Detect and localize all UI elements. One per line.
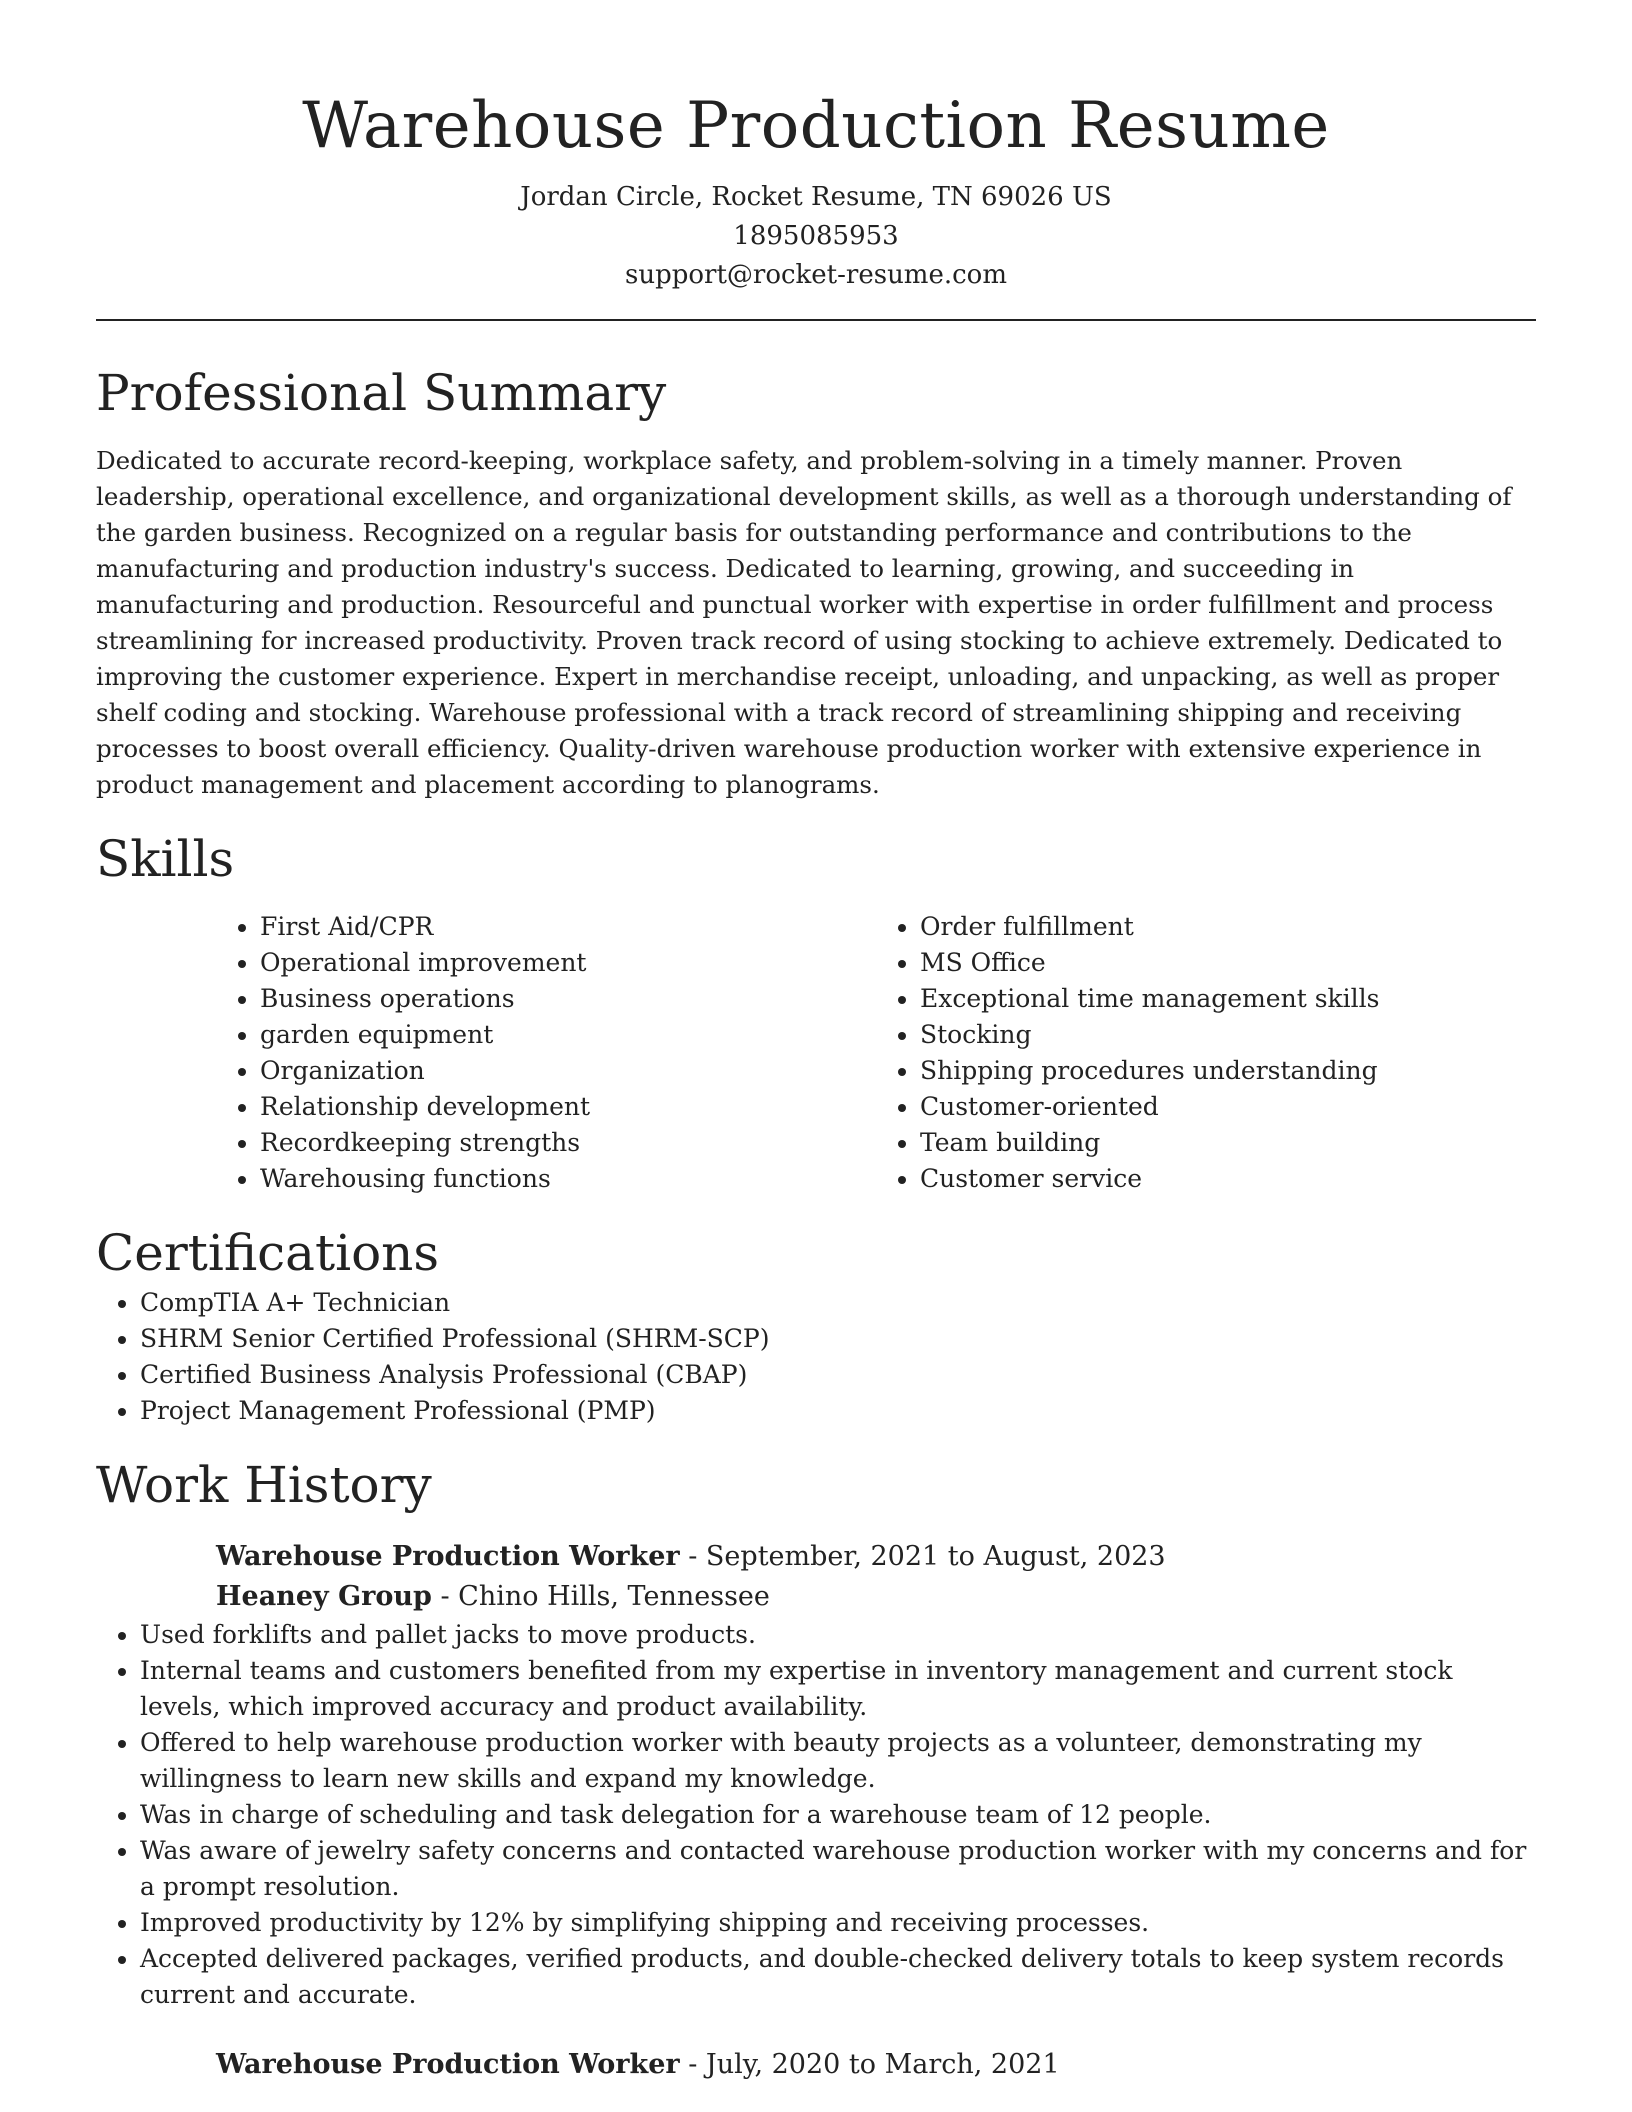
skill-item: • Recordkeeping strengths — [260, 1125, 876, 1161]
job-duties-list — [96, 1617, 1536, 2013]
job-duty-item: • Offered to help warehouse production worker with beauty projects as a volunteer, demonstrating my willingness to learn new skills and expand my knowledge. — [140, 1725, 1536, 1797]
job-duty-item: • Improved productivity by 12% by simplifying shipping and receiving processes. — [140, 1905, 1536, 1941]
job-duty-item: • Internal teams and customers benefited from my expertise in inventory management and current stock levels, which improved accuracy and product availability. — [140, 1653, 1536, 1725]
certifications-list — [96, 1285, 1536, 1429]
job-company: Heaney Group — [216, 1581, 432, 1612]
phone-number: 1895085953 — [733, 221, 899, 251]
email-address: support@rocket-resume.com — [624, 260, 1007, 290]
skill-item: • Operational improvement — [260, 945, 876, 981]
job-duty-item: • Was in charge of scheduling and task delegation for a warehouse team of 12 people. — [140, 1797, 1536, 1833]
address: Jordan Circle, Rocket Resume, TN 69026 US — [520, 182, 1112, 212]
certification-item: • SHRM Senior Certified Professional (SHRM-SCP) — [140, 1321, 1536, 1357]
job-entry — [216, 2045, 1536, 2085]
job-dates: - September, 2021 to August, 2023 — [679, 1541, 1166, 1572]
header-divider — [96, 319, 1536, 321]
skill-item: • Stocking — [920, 1017, 1536, 1053]
job-duty-item: • Accepted delivered packages, verified products, and double-checked delivery totals to keep system records current and accurate. — [140, 1941, 1536, 2013]
skills-section — [96, 827, 1536, 1197]
job-role: Warehouse Production Worker — [216, 1541, 680, 1572]
skill-item: • Team building — [920, 1125, 1536, 1161]
skill-item: • Warehousing functions — [260, 1161, 876, 1197]
skill-item: • Exceptional time management skills — [920, 981, 1536, 1017]
skill-item: • Customer service — [920, 1161, 1536, 1197]
certification-item: • Certified Business Analysis Professional (CBAP) — [140, 1357, 1536, 1393]
skill-item: • Customer-oriented — [920, 1089, 1536, 1125]
job-company-line — [216, 1577, 1536, 1617]
skill-item: • MS Office — [920, 945, 1536, 981]
skills-list-right — [876, 909, 1536, 1197]
summary-text: Dedicated to accurate record-keeping, workplace safety, and problem-solving in a timely manner. Proven leadership, operational excellence, and organizational development skills, as well as a thorough understanding of the garden business. Recognized on a regular basis for outstanding performance and contributions to the manufacturing and production industry's success. Dedicated to learning, growing, and succeeding in manufacturing and production. Resourceful and punctual worker with expertise in order fulfillment and process streamlining for increased productivity. Proven track record of using stocking to achieve extremely. Dedicated to improving the customer experience. Expert in merchandise receipt, unloading, and unpacking, as well as proper shelf coding and stocking. Warehouse professional with a track record of streamlining shipping and receiving processes to boost overall efficiency. Quality-driven warehouse production worker with extensive experience in product management and placement according to planograms. — [96, 446, 1512, 799]
skills-list-left — [216, 909, 876, 1197]
resume-title: Warehouse Production Resume — [302, 89, 1330, 163]
job-title-line — [216, 2045, 1536, 2085]
skill-item: • Shipping procedures understanding — [920, 1053, 1536, 1089]
skills-grid — [216, 909, 1536, 1197]
certification-item: • CompTIA A+ Technician — [140, 1285, 1536, 1321]
summary-heading: Professional Summary — [96, 364, 667, 422]
certifications-heading: Certifications — [96, 1224, 440, 1282]
job-entry — [216, 1537, 1536, 1617]
contact-info — [96, 178, 1536, 295]
job-title-line — [216, 1537, 1536, 1577]
summary-section — [96, 361, 1536, 803]
job-location: - Chino Hills, Tennessee — [431, 1581, 770, 1612]
skills-heading: Skills — [96, 830, 235, 888]
skill-item: • Business operations — [260, 981, 876, 1017]
job-dates: - July, 2020 to March, 2021 — [679, 2049, 1060, 2080]
skill-item: • garden equipment — [260, 1017, 876, 1053]
skill-item: • Organization — [260, 1053, 876, 1089]
skill-item: • Relationship development — [260, 1089, 876, 1125]
work-history-heading: Work History — [96, 1456, 432, 1514]
job-role: Warehouse Production Worker — [216, 2049, 680, 2080]
certification-item: • Project Management Professional (PMP) — [140, 1393, 1536, 1429]
skill-item: • Order fulfillment — [920, 909, 1536, 945]
skill-item: • First Aid/CPR — [260, 909, 876, 945]
work-history-section — [96, 1453, 1536, 2085]
certifications-section — [96, 1221, 1536, 1429]
job-duty-item: • Was aware of jewelry safety concerns and contacted warehouse production worker with my concerns and for a prompt resolution. — [140, 1833, 1536, 1905]
job-duty-item: • Used forklifts and pallet jacks to move products. — [140, 1617, 1536, 1653]
resume-header — [96, 0, 1536, 295]
resume-page — [96, 0, 1536, 2085]
